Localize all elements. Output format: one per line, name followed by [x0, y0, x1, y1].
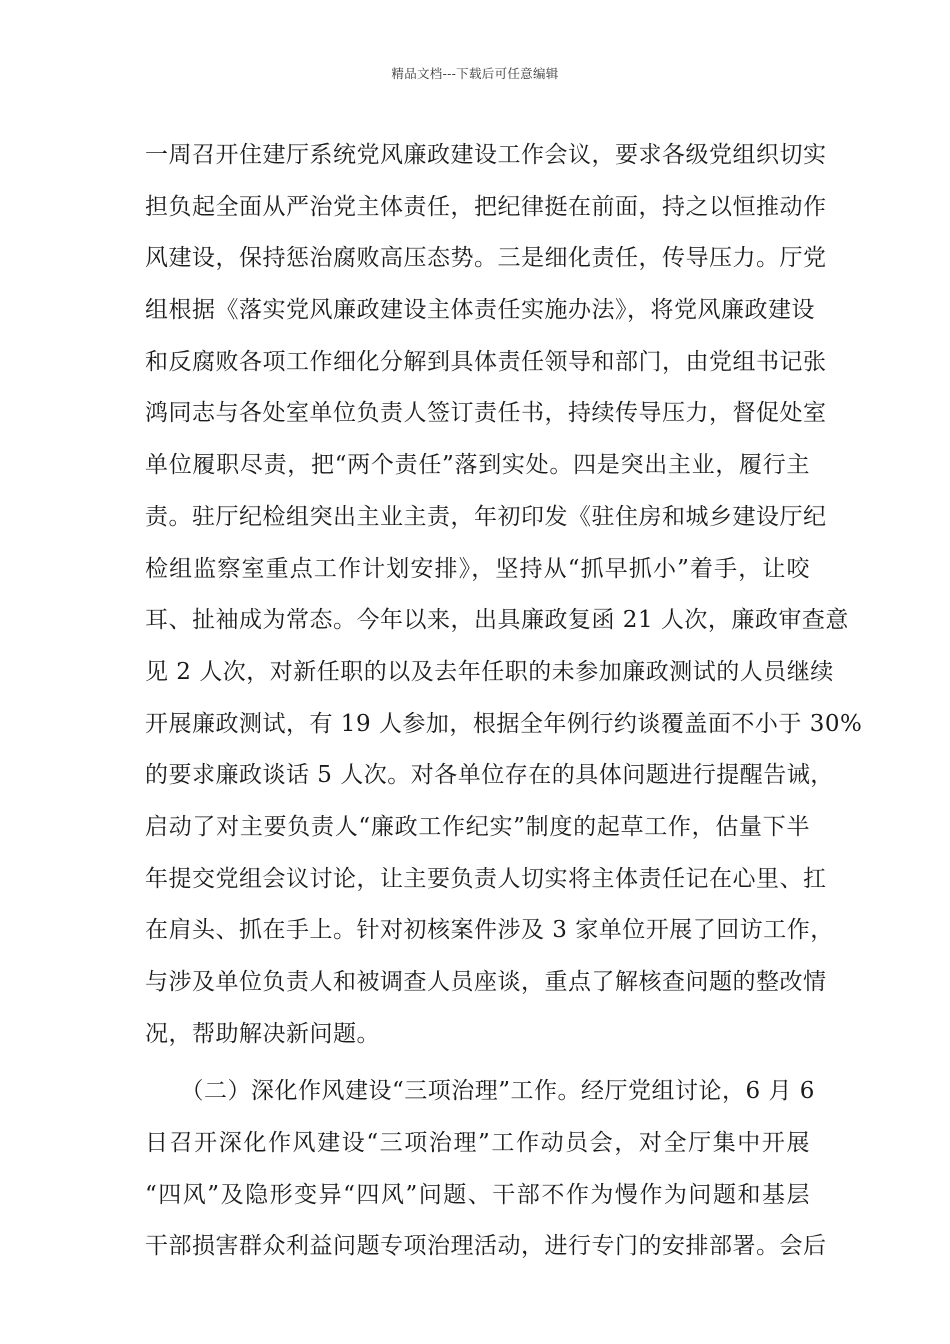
- text-line: 见 2 人次，对新任职的以及去年任职的未参加廉政测试的人员继续: [145, 658, 834, 685]
- text-line: 日召开深化作风建设“三项治理”工作动员会，对全厅集中开展: [145, 1130, 810, 1157]
- document-body: [145, 130, 863, 1273]
- text-line: （二）深化作风建设“三项治理”工作。经厅党组讨论，6 月 6: [145, 1078, 815, 1105]
- text-line: 启动了对主要负责人“廉政工作纪实”制度的起草工作，估量下半: [145, 813, 810, 840]
- text-line: 单位履职尽责，把“两个责任”落到实处。四是突出主业，履行主: [145, 452, 810, 479]
- text-line: 况，帮助解决新问题。: [145, 1020, 380, 1047]
- text-line: 干部损害群众利益问题专项治理活动，进行专门的安排部署。会后: [145, 1233, 827, 1260]
- text-line: 组根据《落实党风廉政建设主体责任实施办法》，将党风廉政建设: [145, 297, 815, 324]
- text-line: 与涉及单位负责人和被调查人员座谈，重点了解核查问题的整改情: [145, 969, 827, 995]
- text-line: 鸿同志与各处室单位负责人签订责任书，持续传导压力，督促处室: [145, 400, 827, 427]
- text-line: 的要求廉政谈话 5 人次。对各单位存在的具体问题进行提醒告诫，: [145, 762, 834, 789]
- text-line: 担负起全面从严治党主体责任，把纪律挺在前面，持之以恒推动作: [145, 193, 827, 220]
- text-line: 年提交党组会议讨论，让主要负责人切实将主体责任记在心里、扛: [145, 865, 827, 892]
- paragraph: [145, 1066, 827, 1273]
- text-line: 责。驻厅纪检组突出主业主责，年初印发《驻住房和城乡建设厅纪: [145, 503, 827, 530]
- page-header: 精品文档---下载后可任意编辑: [391, 66, 559, 81]
- text-line: 和反腐败各项工作细化分解到具体责任领导和部门，由党组书记张: [145, 348, 827, 375]
- text-line: 一周召开住建厅系统党风廉政建设工作会议，要求各级党组织切实: [145, 142, 827, 168]
- paragraph: [145, 130, 863, 1060]
- text-line: 检组监察室重点工作计划安排》，坚持从“抓早抓小”着手，让咬: [145, 555, 810, 582]
- text-line: 开展廉政测试，有 19 人参加，根据全年例行约谈覆盖面不小于 30%: [145, 710, 863, 737]
- text-line: “四风”及隐形变异“四风”问题、干部不作为慢作为问题和基层: [145, 1181, 810, 1208]
- text-line: 在肩头、抓在手上。针对初核案件涉及 3 家单位开展了回访工作，: [145, 917, 834, 944]
- text-line: 耳、扯袖成为常态。今年以来，出具廉政复函 21 人次，廉政审查意: [145, 607, 849, 634]
- text-line: 风建设，保持惩治腐败高压态势。三是细化责任，传导压力。厅党: [145, 245, 827, 272]
